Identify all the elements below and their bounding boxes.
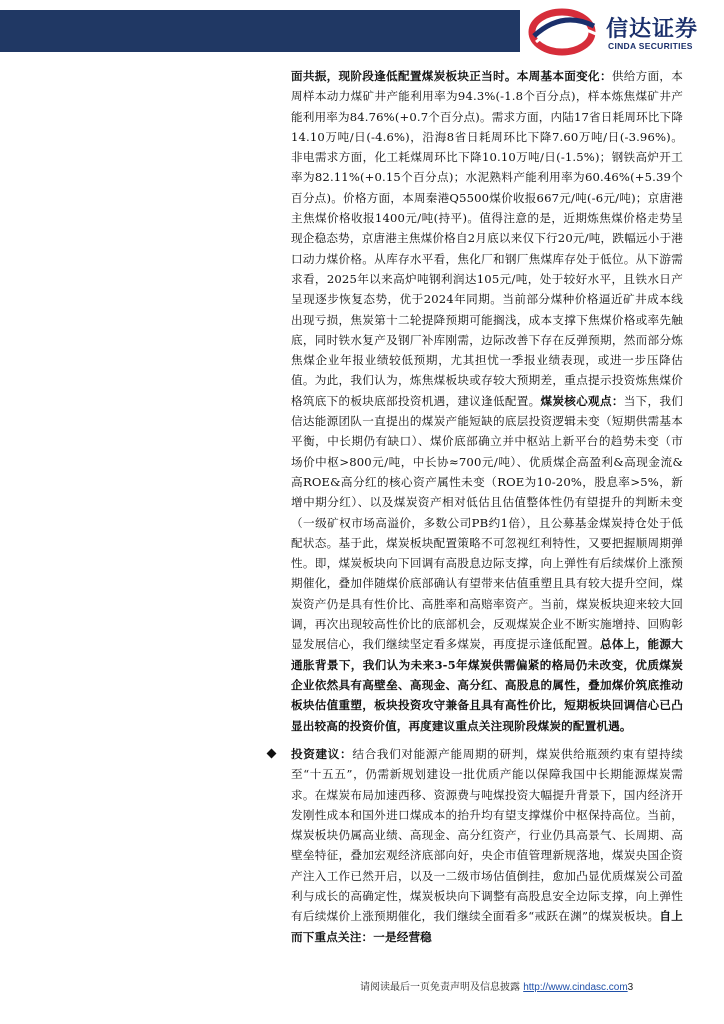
page-number: 3: [627, 982, 634, 993]
body-bold-summary: 总体上，能源大通胀背景下，我们认为未来3-5年煤炭供需偏紧的格局仍未改变，优质煤炭企业依然具有高壁垒、高现金、高分红、高股息的属性，叠加煤价筑底推动板块估值重塑，板块投资攻守兼备且具有高性价比，短期板块回调信心已凸显出较高的投资价值，再度建议重点关注现阶段煤炭的配置机遇。: [291, 637, 683, 733]
logo-chinese-name: 信达证券: [606, 17, 699, 42]
investment-advice-text: [291, 744, 683, 947]
body-bold-core-view: 煤炭核心观点：: [540, 393, 624, 408]
body-bold-lead: 面共振，现阶段逢低配置煤炭板块正当时。本周基本面变化：: [291, 69, 612, 83]
investment-advice-section: [268, 744, 683, 947]
cinda-logo-icon: [528, 6, 602, 58]
cinda-logo: [528, 6, 718, 58]
body-paragraph: [291, 66, 683, 736]
header-band: [0, 10, 520, 52]
logo-english-name: CINDA SECURITIES: [608, 41, 693, 51]
footer-url-link[interactable]: http://www.cindasc.com: [523, 982, 628, 993]
investment-advice-heading: 投资建议：: [291, 747, 353, 761]
footer-disclaimer: 请阅读最后一页免责声明及信息披露: [360, 982, 524, 993]
investment-advice-body: 结合我们对能源产能周期的研判，煤炭供给瓶颈约束有望持续至“十五五”，仍需新规划建设一批优质产能以保障我国中长期能源煤炭需求。在煤炭布局加速西移、资源费与吨煤投资大幅提升背景下，国内经济开发刚性成本和国外进口煤成本的抬升均有望支撑煤价中枢保持高位。当前，煤炭板块仍属高业绩、高现金、高分红资产，行业仍具高景气、长周期、高壁垒特征，叠加宏观经济底部向好，央企市值管理新规落地，煤炭央国企资产注入工作已然开启，以及一二级市场估值倒挂，愈加凸显优质煤炭公司盈利与成长的高确定性，煤炭板块向下调整有高股息安全边际支撑，向上弹性有后续煤价上涨预期催化，我们继续全面看多“戒跃在渊”的煤炭板块。: [291, 747, 683, 924]
body-text-core-view: 当下，我们信达能源团队一直提出的煤炭产能短缺的底层投资逻辑未变（短期供需基本平衡，中长期仍有缺口）、煤价底部确立并中枢站上新平台的趋势未变（市场价中枢>800元/吨，中长协≈700元/吨）、优质煤企高盈利&高现金流&高ROE&高分红的核心资产属性未变（ROE为10-20%，股息率>5%，新增中期分红）、以及煤炭资产相对低估且估值整体性仍有望提升的判断未变（一级矿权市场高溢价，多数公司PB约1倍），且公募基金煤炭持仓处于低配状态。基于此，煤炭板块配置策略不可忽视红利特性，又要把握顺周期弹性。即，煤炭板块向下回调有高股息边际支撑，向上弹性有后续煤价上涨预期催化，叠加伴随煤价底部确认有望带来估值重塑且具有较大提升空间，煤炭资产仍是具有性价比、高胜率和高赔率资产。当前，煤炭板块迎来较大回调，再次出现较高性价比的底部机会，反观煤炭企业不断实施增持、回购彰显发展信心，我们继续坚定看多煤炭，再度提示逢低配置。: [291, 393, 683, 652]
investment-advice-focus: 自上而下重点关注：一是经营稳: [291, 909, 683, 944]
body-text-fundamentals: 供给方面，本周样本动力煤矿井产能利用率为94.3%(-1.8个百分点)，样本炼焦煤矿井产能利用率为84.76%(+0.7个百分点)。需求方面，内陆17省日耗周环比下降14.10万吨/日(-4.6%)，沿海8省日耗周环比下降7.60万吨/日(-3.96%)。非电需求方面，化工耗煤周环比下降10.10万吨/日(-1.5%)；钢铁高炉开工率为82.11%(+0.15个百分点)；水泥熟料产能利用率为60.46%(+5.39个百分点)。价格方面，本周秦港Q5500煤价收报667元/吨(-6元/吨)；京唐港主焦煤价格收报1400元/吨(持平)。值得注意的是，近期炼焦煤价格走势呈现企稳态势，京唐港主焦煤价格自2月底以来仅下行20元/吨，跌幅远小于港口动力煤价格。从库存水平看，焦化厂和钢厂焦煤库存处于低位。从下游需求看，2025年以来高炉吨钢利润达105元/吨，处于较好水平，且铁水日产呈现逐步恢复态势，优于2024年同期。当前部分煤种价格逼近矿井成本线出现亏损，焦炭第十二轮提降预期可能搁浅，成本支撑下焦煤价格或率先触底，同时铁水复产及钢厂补库刚需，边际改善下存在反弹预期，然而部分炼焦煤企业年报业绩较低预期，尤其担忧一季报业绩表现，或进一步压降估值。为此，我们认为，炼焦煤板块或存较大预期差，重点提示投资炼焦煤价格筑底下的板块底部投资机遇，建议逢低配置。: [291, 69, 683, 408]
diamond-bullet-icon: [267, 749, 277, 759]
page-footer: [360, 978, 690, 993]
